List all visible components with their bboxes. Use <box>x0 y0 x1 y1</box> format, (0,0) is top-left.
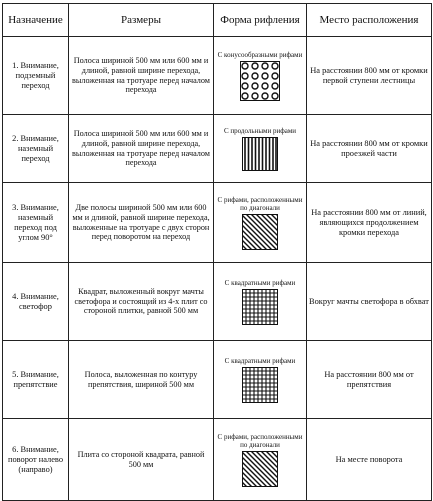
form-cell <box>214 37 307 115</box>
size-cell: Плита со стороной квадрата, равной 500 мм <box>69 419 214 501</box>
form-cell <box>214 419 307 501</box>
location-cell: Вокруг мачты светофора в обхват <box>307 263 432 341</box>
table-row <box>3 183 432 263</box>
form-label: С квадратными рифами <box>224 278 296 287</box>
location-cell: На расстоянии 800 мм от препятствия <box>307 341 432 419</box>
size-cell: Полоса шириной 500 мм или 600 мм и длиной, равной ширине перехода, выложенная на тротуаре перед началом перехода <box>69 37 214 115</box>
vertical-ribs-icon <box>242 137 278 171</box>
location-cell: На расстоянии 800 мм от линий, являющихся продолжением кромки перехода <box>307 183 432 263</box>
form-cell <box>214 183 307 263</box>
form-cell <box>214 341 307 419</box>
form-cell <box>214 263 307 341</box>
diagonal-ribs-icon <box>242 451 278 487</box>
form-cell <box>214 115 307 183</box>
table-row <box>3 37 432 115</box>
header-location: Место расположения <box>307 4 432 37</box>
table-row <box>3 341 432 419</box>
table-row <box>3 115 432 183</box>
header-purpose: Назначение <box>3 4 69 37</box>
size-cell: Две полосы шириной 500 мм или 600 мм и длиной, равной ширине перехода, выложенные на тротуаре с двух сторон перед поворотом на переход <box>69 183 214 263</box>
form-label: С продольными рифами <box>223 126 297 135</box>
cone-dots-icon <box>240 61 280 101</box>
header-form: Форма рифления <box>214 4 307 37</box>
diagonal-ribs-icon <box>242 214 278 250</box>
purpose-cell: 3. Внимание, наземный переход под углом 90° <box>3 183 69 263</box>
form-label: С рифами, расположенными по диагонали <box>217 432 303 449</box>
header-row <box>3 4 432 37</box>
location-cell: На расстоянии 800 мм от кромки первой ступени лестницы <box>307 37 432 115</box>
square-grid-icon <box>242 367 278 403</box>
table-row <box>3 419 432 501</box>
header-size: Размеры <box>69 4 214 37</box>
square-grid-icon <box>242 289 278 325</box>
form-label: С квадратными рифами <box>224 356 296 365</box>
form-label: С рифами, расположенными по диагонали <box>217 195 303 212</box>
purpose-cell: 6. Внимание, поворот налево (направо) <box>3 419 69 501</box>
tactile-tiles-table <box>2 3 432 501</box>
location-cell: На месте поворота <box>307 419 432 501</box>
location-cell: На расстоянии 800 мм от кромки проезжей части <box>307 115 432 183</box>
size-cell: Квадрат, выложенный вокруг мачты светофора и состоящий из 4-х плит со стороной плитки, равной 500 мм <box>69 263 214 341</box>
purpose-cell: 2. Внимание, наземный переход <box>3 115 69 183</box>
size-cell: Полоса шириной 500 мм или 600 мм и длиной, равной ширине перехода, выложенная на тротуаре перед началом перехода <box>69 115 214 183</box>
purpose-cell: 1. Внимание, подземный переход <box>3 37 69 115</box>
table-row <box>3 263 432 341</box>
size-cell: Полоса, выложенная по контуру препятствия, шириной 500 мм <box>69 341 214 419</box>
purpose-cell: 5. Внимание, препятствие <box>3 341 69 419</box>
purpose-cell: 4. Внимание, светофор <box>3 263 69 341</box>
form-label: С конусообразными рифами <box>217 50 303 59</box>
